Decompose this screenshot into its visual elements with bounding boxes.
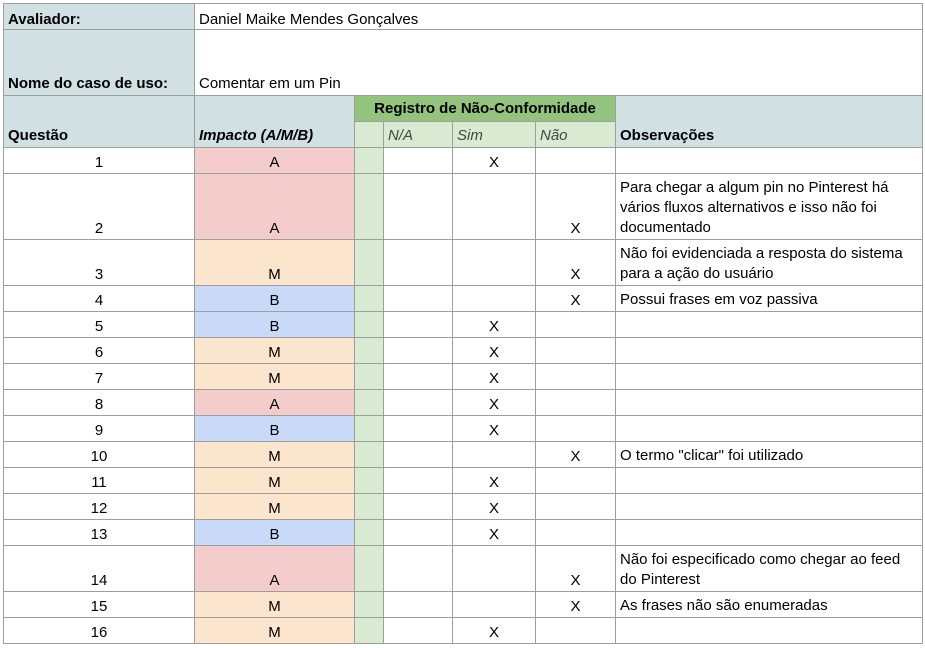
impact-cell[interactable]: A bbox=[195, 390, 355, 416]
na-cell[interactable] bbox=[384, 312, 453, 338]
use-case-row bbox=[4, 30, 923, 96]
registry-blank-cell[interactable] bbox=[355, 442, 384, 468]
na-cell[interactable] bbox=[384, 338, 453, 364]
impact-cell[interactable]: M bbox=[195, 364, 355, 390]
observation-cell[interactable]: Para chegar a algum pin no Pinterest há vários fluxos alternativos e isso não foi documentado bbox=[616, 174, 923, 240]
registry-blank-header[interactable] bbox=[355, 122, 384, 148]
evaluator-value[interactable]: Daniel Maike Mendes Gonçalves bbox=[195, 4, 923, 30]
sim-cell[interactable] bbox=[453, 592, 536, 618]
nao-cell[interactable] bbox=[536, 468, 616, 494]
question-cell[interactable]: 14 bbox=[4, 546, 195, 592]
impact-header[interactable]: Impacto (A/M/B) bbox=[195, 96, 355, 148]
use-case-label[interactable]: Nome do caso de uso: bbox=[4, 30, 195, 96]
observation-cell[interactable] bbox=[616, 312, 923, 338]
question-cell[interactable]: 3 bbox=[4, 240, 195, 286]
nao-cell[interactable]: X bbox=[536, 174, 616, 240]
header-row-top bbox=[4, 96, 923, 122]
nao-cell[interactable] bbox=[536, 364, 616, 390]
table-row bbox=[4, 240, 923, 286]
nao-cell[interactable] bbox=[536, 338, 616, 364]
observation-cell[interactable] bbox=[616, 364, 923, 390]
question-cell[interactable]: 16 bbox=[4, 618, 195, 644]
registry-blank-cell[interactable] bbox=[355, 520, 384, 546]
sim-cell[interactable]: X bbox=[453, 312, 536, 338]
na-cell[interactable] bbox=[384, 148, 453, 174]
registry-blank-cell[interactable] bbox=[355, 546, 384, 592]
sim-cell[interactable]: X bbox=[453, 390, 536, 416]
impact-cell[interactable]: B bbox=[195, 520, 355, 546]
observation-cell[interactable] bbox=[616, 494, 923, 520]
impact-cell[interactable]: M bbox=[195, 494, 355, 520]
table-row bbox=[4, 520, 923, 546]
registry-blank-cell[interactable] bbox=[355, 312, 384, 338]
sim-cell[interactable]: X bbox=[453, 520, 536, 546]
registry-blank-cell[interactable] bbox=[355, 494, 384, 520]
table-row bbox=[4, 546, 923, 592]
sim-cell[interactable] bbox=[453, 240, 536, 286]
impact-cell[interactable]: M bbox=[195, 240, 355, 286]
use-case-value[interactable]: Comentar em um Pin bbox=[195, 30, 923, 96]
table-row bbox=[4, 390, 923, 416]
sim-cell[interactable]: X bbox=[453, 148, 536, 174]
question-cell[interactable]: 4 bbox=[4, 286, 195, 312]
observation-cell[interactable] bbox=[616, 390, 923, 416]
sim-cell[interactable]: X bbox=[453, 338, 536, 364]
sim-cell[interactable]: X bbox=[453, 494, 536, 520]
sim-cell[interactable] bbox=[453, 286, 536, 312]
nao-header[interactable]: Não bbox=[536, 122, 616, 148]
observation-cell[interactable] bbox=[616, 416, 923, 442]
table-row bbox=[4, 174, 923, 240]
sim-cell[interactable]: X bbox=[453, 618, 536, 644]
registry-blank-cell[interactable] bbox=[355, 338, 384, 364]
nao-cell[interactable]: X bbox=[536, 546, 616, 592]
question-cell[interactable]: 11 bbox=[4, 468, 195, 494]
nao-cell[interactable] bbox=[536, 390, 616, 416]
registry-blank-cell[interactable] bbox=[355, 286, 384, 312]
nao-cell[interactable] bbox=[536, 416, 616, 442]
na-cell[interactable] bbox=[384, 174, 453, 240]
registry-blank-cell[interactable] bbox=[355, 364, 384, 390]
sim-cell[interactable]: X bbox=[453, 364, 536, 390]
observation-cell[interactable]: Não foi especificado como chegar ao feed do Pinterest bbox=[616, 546, 923, 592]
table-row bbox=[4, 442, 923, 468]
sim-cell[interactable] bbox=[453, 546, 536, 592]
observations-header[interactable]: Observações bbox=[616, 96, 923, 148]
table-row bbox=[4, 468, 923, 494]
sim-cell[interactable]: X bbox=[453, 416, 536, 442]
registry-blank-cell[interactable] bbox=[355, 618, 384, 644]
registry-blank-cell[interactable] bbox=[355, 416, 384, 442]
impact-cell[interactable]: B bbox=[195, 286, 355, 312]
question-cell[interactable]: 12 bbox=[4, 494, 195, 520]
na-cell[interactable] bbox=[384, 416, 453, 442]
evaluator-label[interactable]: Avaliador: bbox=[4, 4, 195, 30]
na-cell[interactable] bbox=[384, 618, 453, 644]
impact-cell[interactable]: M bbox=[195, 442, 355, 468]
nao-cell[interactable]: X bbox=[536, 442, 616, 468]
observation-cell[interactable] bbox=[616, 338, 923, 364]
evaluator-row bbox=[4, 4, 923, 30]
observation-cell[interactable]: Possui frases em voz passiva bbox=[616, 286, 923, 312]
question-cell[interactable]: 6 bbox=[4, 338, 195, 364]
impact-cell[interactable]: M bbox=[195, 468, 355, 494]
question-cell[interactable]: 13 bbox=[4, 520, 195, 546]
registry-blank-cell[interactable] bbox=[355, 390, 384, 416]
question-cell[interactable]: 5 bbox=[4, 312, 195, 338]
registry-blank-cell[interactable] bbox=[355, 240, 384, 286]
nao-cell[interactable] bbox=[536, 618, 616, 644]
nao-cell[interactable] bbox=[536, 494, 616, 520]
question-cell[interactable]: 9 bbox=[4, 416, 195, 442]
question-cell[interactable]: 7 bbox=[4, 364, 195, 390]
question-cell[interactable]: 10 bbox=[4, 442, 195, 468]
na-cell[interactable] bbox=[384, 364, 453, 390]
na-cell[interactable] bbox=[384, 240, 453, 286]
nao-cell[interactable] bbox=[536, 520, 616, 546]
table-row bbox=[4, 286, 923, 312]
na-cell[interactable] bbox=[384, 520, 453, 546]
impact-cell[interactable]: M bbox=[195, 592, 355, 618]
nao-cell[interactable]: X bbox=[536, 592, 616, 618]
na-cell[interactable] bbox=[384, 442, 453, 468]
na-cell[interactable] bbox=[384, 494, 453, 520]
sim-cell[interactable]: X bbox=[453, 468, 536, 494]
impact-cell[interactable]: A bbox=[195, 148, 355, 174]
registry-blank-cell[interactable] bbox=[355, 174, 384, 240]
impact-cell[interactable]: M bbox=[195, 618, 355, 644]
impact-cell[interactable]: B bbox=[195, 416, 355, 442]
sim-cell[interactable] bbox=[453, 174, 536, 240]
question-cell[interactable]: 1 bbox=[4, 148, 195, 174]
registry-blank-cell[interactable] bbox=[355, 592, 384, 618]
nao-cell[interactable] bbox=[536, 312, 616, 338]
impact-cell[interactable]: A bbox=[195, 546, 355, 592]
observation-cell[interactable]: O termo "clicar" foi utilizado bbox=[616, 442, 923, 468]
na-cell[interactable] bbox=[384, 286, 453, 312]
table-row bbox=[4, 312, 923, 338]
impact-cell[interactable]: A bbox=[195, 174, 355, 240]
impact-cell[interactable]: M bbox=[195, 338, 355, 364]
sim-cell[interactable] bbox=[453, 442, 536, 468]
evaluation-sheet bbox=[3, 3, 923, 644]
nao-cell[interactable] bbox=[536, 148, 616, 174]
observation-cell[interactable]: Não foi evidenciada a resposta do sistema para a ação do usuário bbox=[616, 240, 923, 286]
question-cell[interactable]: 15 bbox=[4, 592, 195, 618]
table-row bbox=[4, 338, 923, 364]
table-row bbox=[4, 148, 923, 174]
registry-blank-cell[interactable] bbox=[355, 148, 384, 174]
observation-cell[interactable]: As frases não são enumeradas bbox=[616, 592, 923, 618]
observation-cell[interactable] bbox=[616, 520, 923, 546]
question-cell[interactable]: 8 bbox=[4, 390, 195, 416]
na-cell[interactable] bbox=[384, 468, 453, 494]
sim-header[interactable]: Sim bbox=[453, 122, 536, 148]
nao-cell[interactable]: X bbox=[536, 240, 616, 286]
registry-header[interactable]: Registro de Não-Conformidade bbox=[355, 96, 616, 122]
table-row bbox=[4, 364, 923, 390]
observation-cell[interactable] bbox=[616, 468, 923, 494]
na-header[interactable]: N/A bbox=[384, 122, 453, 148]
na-cell[interactable] bbox=[384, 546, 453, 592]
question-header[interactable]: Questão bbox=[4, 96, 195, 148]
table-row bbox=[4, 592, 923, 618]
na-cell[interactable] bbox=[384, 390, 453, 416]
observation-cell[interactable] bbox=[616, 618, 923, 644]
table-row bbox=[4, 416, 923, 442]
nao-cell[interactable]: X bbox=[536, 286, 616, 312]
table-row bbox=[4, 618, 923, 644]
question-cell[interactable]: 2 bbox=[4, 174, 195, 240]
registry-blank-cell[interactable] bbox=[355, 468, 384, 494]
impact-cell[interactable]: B bbox=[195, 312, 355, 338]
observation-cell[interactable] bbox=[616, 148, 923, 174]
na-cell[interactable] bbox=[384, 592, 453, 618]
table-row bbox=[4, 494, 923, 520]
